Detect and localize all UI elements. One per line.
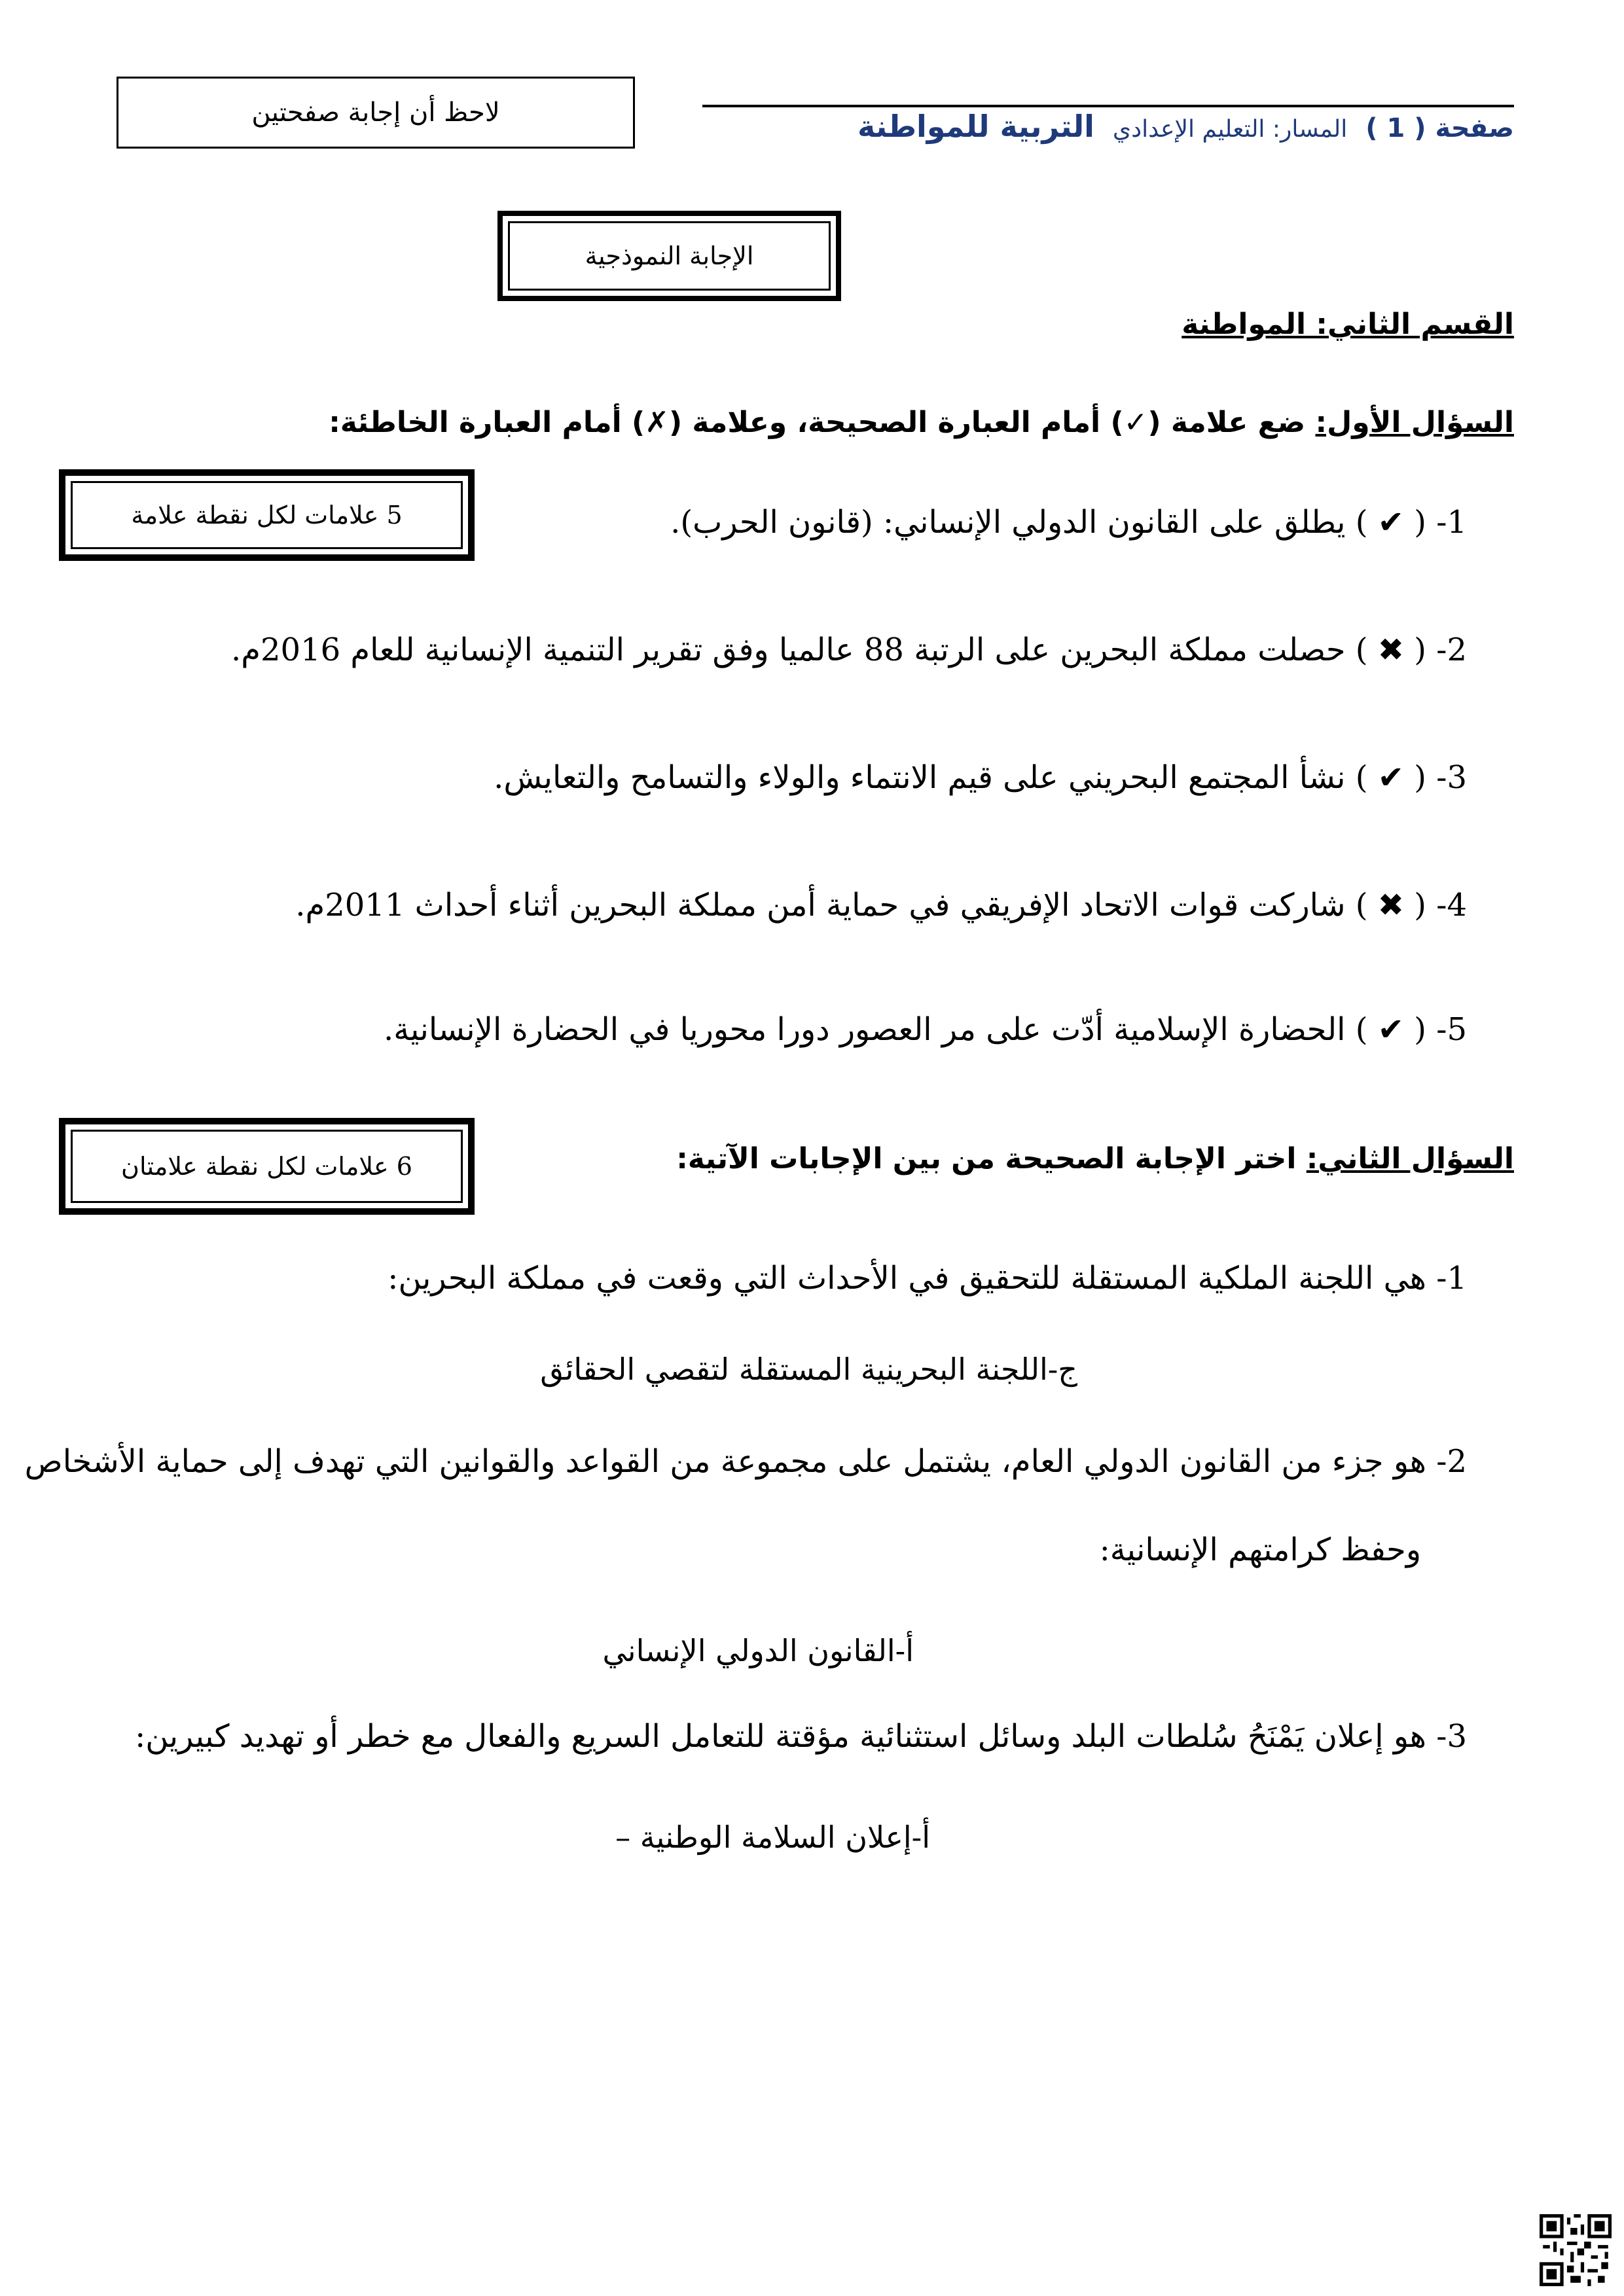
- q2-answer: أ-إعلان السلامة الوطنية –: [615, 1820, 930, 1855]
- q2-label: السؤال الثاني:: [1306, 1142, 1514, 1175]
- item-number: 1-: [1436, 504, 1467, 541]
- item-text: هو جزء من القانون الدولي العام، يشتمل على مجموعة من القواعد والقوانين التي تهدف إلى حماية الأشخاص: [24, 1443, 1426, 1480]
- subject-title: التربية للمواطنة: [857, 109, 1094, 144]
- q2-marks: 6 علامات لكل نقطة علامتان: [121, 1152, 412, 1181]
- model-answer-label: الإجابة النموذجية: [585, 242, 754, 270]
- item-number: 2-: [1436, 1443, 1467, 1480]
- q2-marks-box: [59, 1118, 475, 1215]
- page-note-box: [117, 77, 635, 149]
- cross-icon: ✖: [1377, 632, 1404, 668]
- section-title: القسم الثاني: المواطنة: [1182, 308, 1514, 341]
- item-text: يطلق على القانون الدولي الإنساني: (قانون الحرب).: [670, 504, 1346, 541]
- model-answer-box: [497, 211, 841, 301]
- q2-answer: أ-القانون الدولي الإنساني: [602, 1633, 914, 1668]
- page-note: لاحظ أن إجابة صفحتين: [251, 98, 500, 128]
- track-label: المسار: التعليم الإعدادي: [1112, 116, 1348, 143]
- q1-label: السؤال الأول:: [1315, 406, 1514, 439]
- item-text: حصلت مملكة البحرين على الرتبة 88 عالميا وفق تقرير التنمية الإنسانية للعام 2016م.: [231, 632, 1346, 668]
- item-number: 1-: [1436, 1260, 1467, 1297]
- q2-answer: ج-اللجنة البحرينية المستقلة لتقصي الحقائق: [540, 1352, 1077, 1387]
- q1-item: 1- ( ✔ ) يطلق على القانون الدولي الإنساني: (قانون الحرب).: [670, 504, 1467, 541]
- page-number: صفحة ( 1 ): [1365, 113, 1514, 143]
- cross-icon: ✖: [1377, 887, 1404, 924]
- q1-item: 5- ( ✔ ) الحضارة الإسلامية أدّت على مر العصور دورا محوريا في الحضارة الإنسانية.: [384, 1011, 1467, 1048]
- check-icon: ✔: [1377, 1011, 1404, 1048]
- q2-item: [135, 1718, 1467, 1755]
- item-text: نشأ المجتمع البحريني على قيم الانتماء والولاء والتسامح والتعايش.: [494, 759, 1346, 796]
- item-text: شاركت قوات الاتحاد الإفريقي في حماية أمن مملكة البحرين أثناء أحداث 2011م.: [295, 887, 1346, 924]
- q1-item: 2- ( ✖ ) حصلت مملكة البحرين على الرتبة 88 عالميا وفق تقرير التنمية الإنسانية للعام 2016م.: [231, 632, 1467, 668]
- item-text: هو إعلان يَمْنَحُ سُلطات البلد وسائل استثنائية مؤقتة للتعامل السريع والفعال مع خطر أو تهديد كبيرين:: [135, 1718, 1426, 1755]
- item-number: 2-: [1436, 632, 1467, 668]
- q1-marks: 5 علامات لكل نقطة علامة: [131, 501, 403, 529]
- item-number: 4-: [1436, 887, 1467, 924]
- q1-item: 4- ( ✖ ) شاركت قوات الاتحاد الإفريقي في حماية أمن مملكة البحرين أثناء أحداث 2011م.: [295, 887, 1467, 924]
- q2-item-continuation: وحفظ كرامتهم الإنسانية:: [1099, 1532, 1421, 1568]
- item-text: هي اللجنة الملكية المستقلة للتحقيق في الأحداث التي وقعت في مملكة البحرين:: [388, 1260, 1426, 1297]
- q2-instruction: اختر الإجابة الصحيحة من بين الإجابات الآتية:: [676, 1142, 1297, 1175]
- qr-code-icon: [1540, 2214, 1612, 2286]
- item-number: 3-: [1436, 1718, 1467, 1755]
- q1-heading: [329, 406, 1514, 439]
- q2-item: [388, 1260, 1467, 1297]
- q1-instruction: ضع علامة (✓) أمام العبارة الصحيحة، وعلامة (✗) أمام العبارة الخاطئة:: [329, 406, 1306, 439]
- page-header: [857, 109, 1514, 144]
- check-icon: ✔: [1377, 759, 1404, 796]
- item-number: 3-: [1436, 759, 1467, 796]
- q1-marks-box: [59, 469, 475, 561]
- q2-heading: [676, 1142, 1514, 1175]
- q1-item: 3- ( ✔ ) نشأ المجتمع البحريني على قيم الانتماء والولاء والتسامح والتعايش.: [494, 759, 1467, 796]
- header-rule: [702, 105, 1514, 107]
- q2-item: [25, 1443, 1467, 1480]
- item-number: 5-: [1436, 1011, 1467, 1048]
- check-icon: ✔: [1377, 504, 1404, 541]
- item-text: الحضارة الإسلامية أدّت على مر العصور دورا محوريا في الحضارة الإنسانية.: [384, 1011, 1346, 1048]
